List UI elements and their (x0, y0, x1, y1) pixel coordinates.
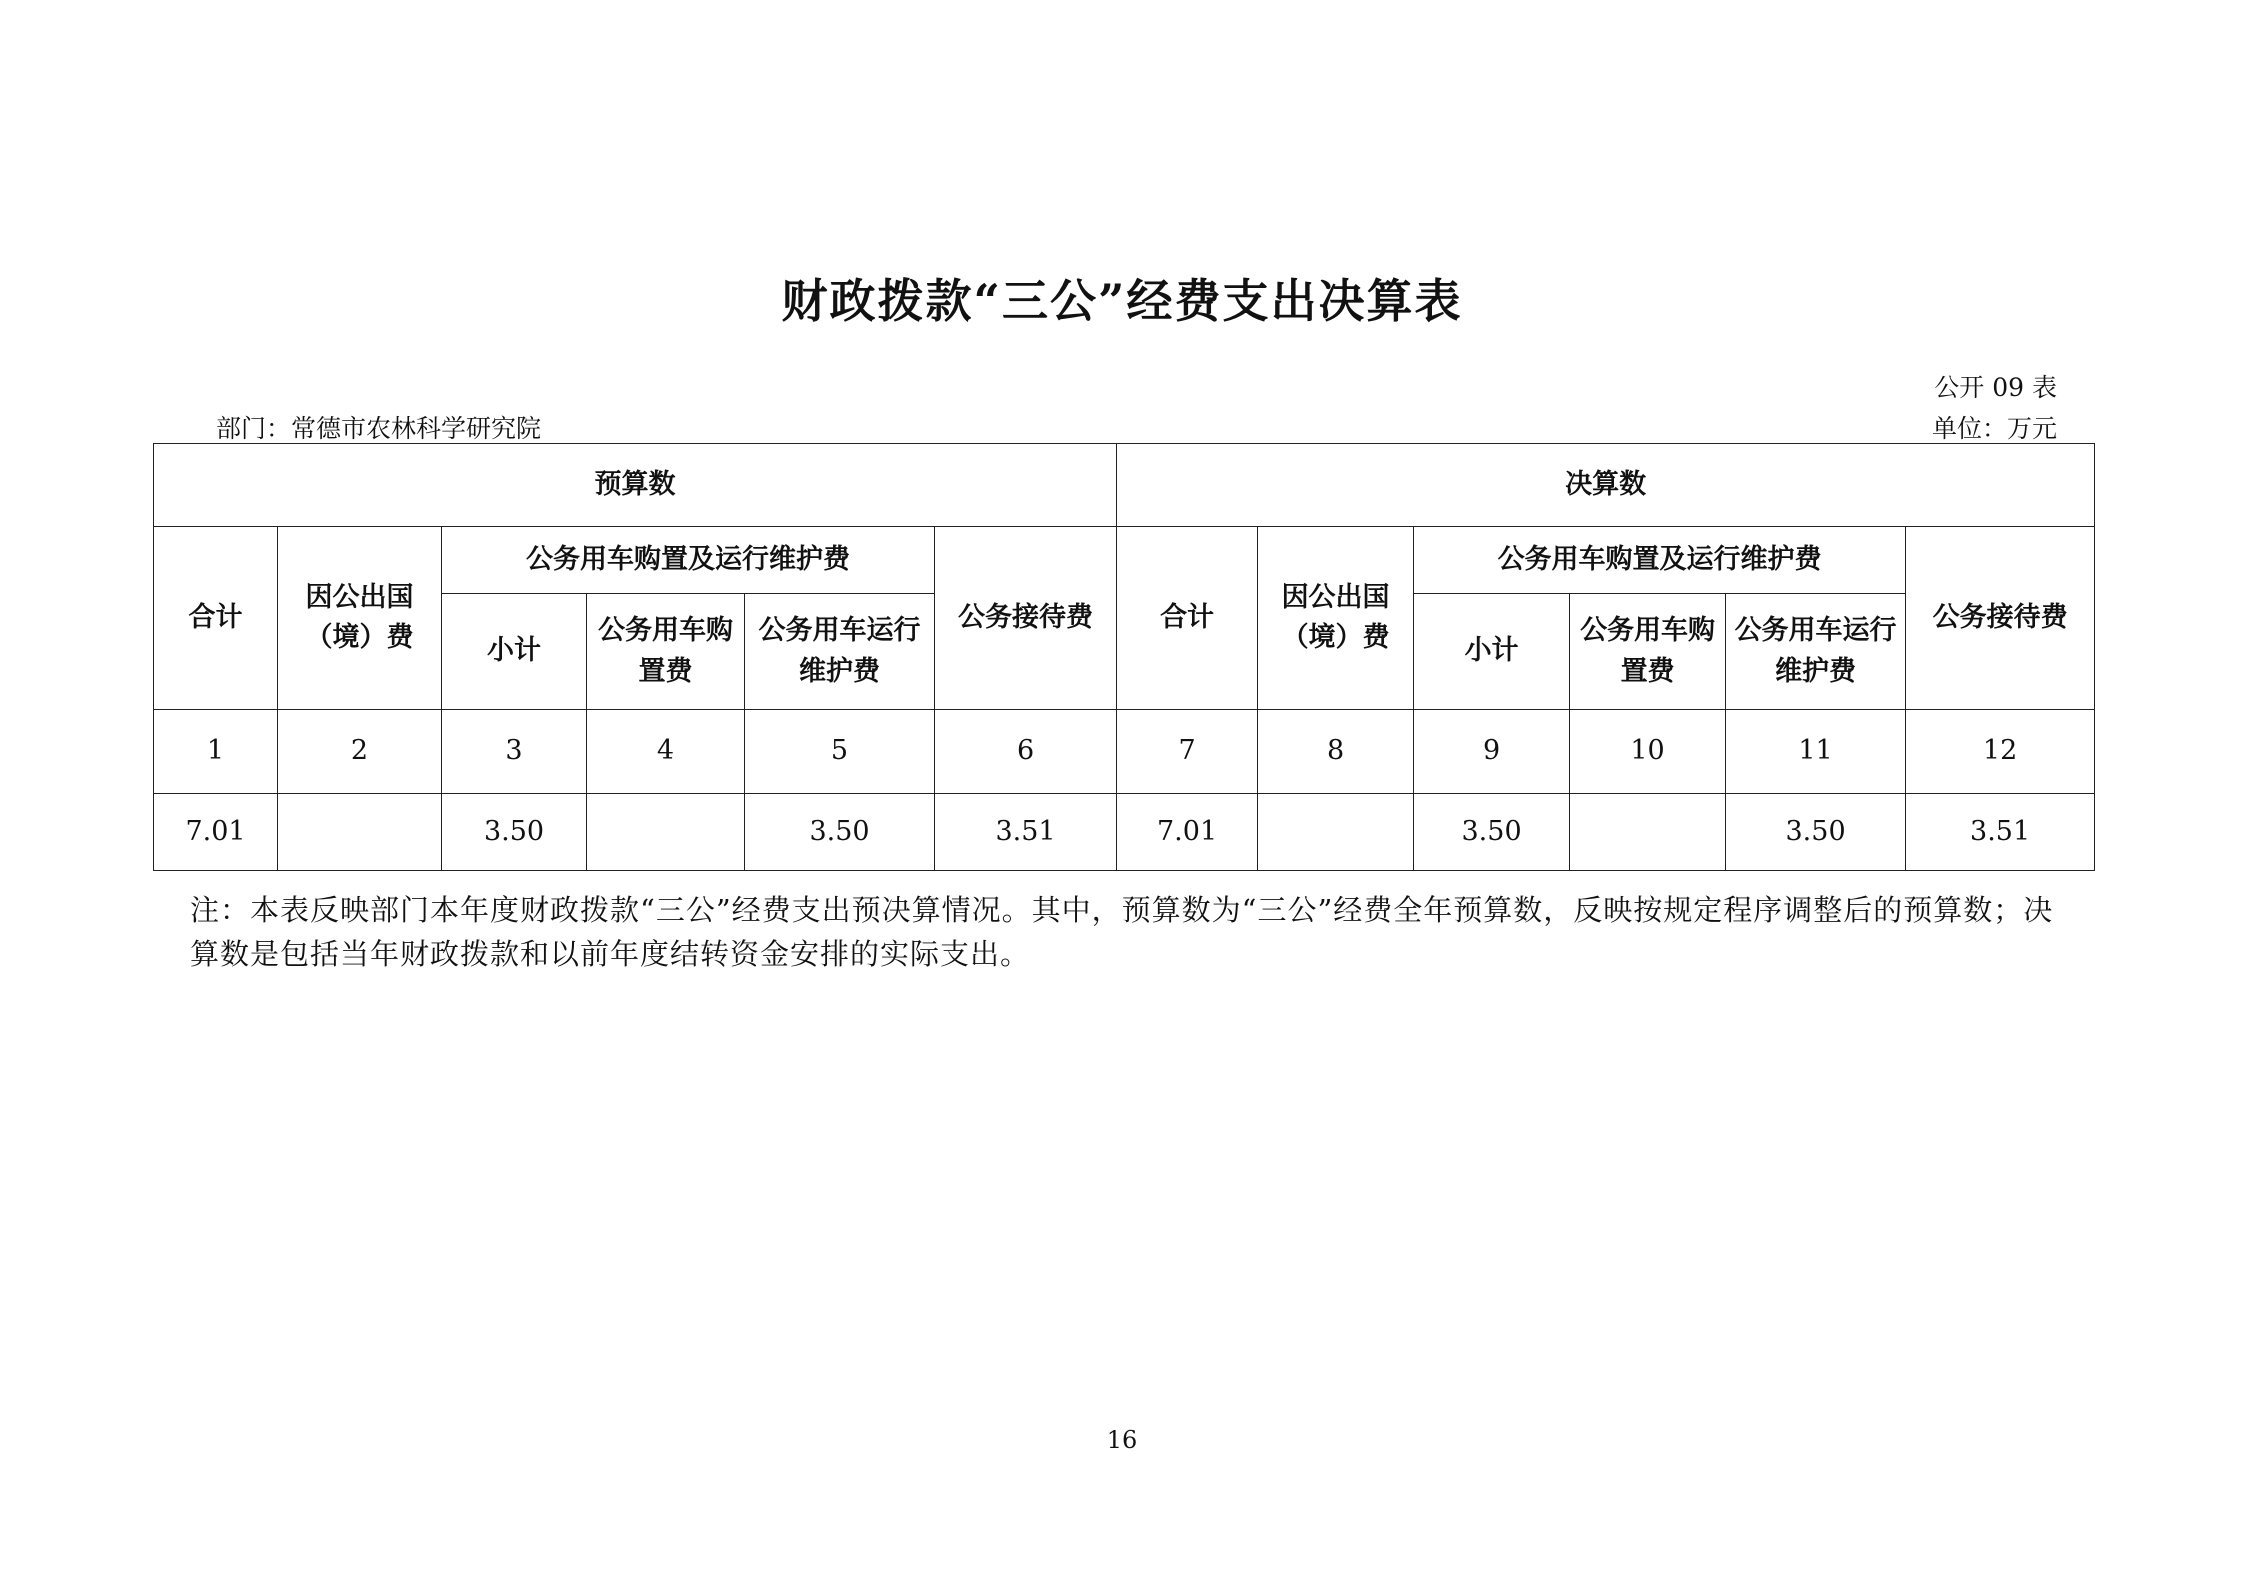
index-cell: 8 (1258, 710, 1414, 794)
index-cell: 9 (1414, 710, 1570, 794)
final-purchase-header: 公务用车购置费 (1570, 594, 1726, 710)
final-reception-value: 3.51 (1906, 794, 2095, 871)
budget-subtotal-header: 小计 (442, 594, 587, 710)
budget-vehicle-header: 公务用车购置及运行维护费 (442, 527, 935, 594)
final-abroad-header: 因公出国（境）费 (1258, 527, 1414, 710)
page-number: 16 (1106, 1426, 1138, 1454)
final-total-value: 7.01 (1117, 794, 1258, 871)
index-cell: 5 (745, 710, 935, 794)
group-budget-header: 预算数 (154, 444, 1117, 527)
form-number: 公开 09 表 (1934, 373, 2057, 402)
table-note: 注：本表反映部门本年度财政拨款“三公”经费支出预决算情况。其中，预算数为“三公”经费全年预算数，反映按规定程序调整后的预算数；决算数是包括当年财政拨款和以前年度结转资金安排的实际支出。 (190, 893, 2054, 971)
budget-purchase-value (587, 794, 745, 871)
index-cell: 11 (1726, 710, 1906, 794)
budget-purchase-header: 公务用车购置费 (587, 594, 745, 710)
budget-total-value: 7.01 (154, 794, 278, 871)
index-cell: 10 (1570, 710, 1726, 794)
final-total-header: 合计 (1117, 527, 1258, 710)
index-cell: 4 (587, 710, 745, 794)
index-cell: 2 (278, 710, 442, 794)
data-row (154, 794, 2095, 871)
header-row-groups (154, 444, 2095, 527)
index-cell: 1 (154, 710, 278, 794)
header-row-columns (154, 527, 2095, 594)
page-title: 财政拨款“三公”经费支出决算表 (781, 274, 1463, 328)
final-purchase-value (1570, 794, 1726, 871)
budget-maintenance-header: 公务用车运行维护费 (745, 594, 935, 710)
final-abroad-value (1258, 794, 1414, 871)
index-cell: 12 (1906, 710, 2095, 794)
final-subtotal-header: 小计 (1414, 594, 1570, 710)
final-reception-header: 公务接待费 (1906, 527, 2095, 710)
index-cell: 6 (935, 710, 1117, 794)
final-vehicle-header: 公务用车购置及运行维护费 (1414, 527, 1906, 594)
budget-maintenance-value: 3.50 (745, 794, 935, 871)
expense-table (153, 443, 2095, 871)
budget-reception-value: 3.51 (935, 794, 1117, 871)
final-maintenance-value: 3.50 (1726, 794, 1906, 871)
budget-total-header: 合计 (154, 527, 278, 710)
index-cell: 7 (1117, 710, 1258, 794)
budget-abroad-header: 因公出国（境）费 (278, 527, 442, 710)
department-label: 部门：常德市农林科学研究院 (216, 414, 542, 443)
budget-subtotal-value: 3.50 (442, 794, 587, 871)
final-maintenance-header: 公务用车运行维护费 (1726, 594, 1906, 710)
unit-label: 单位：万元 (1931, 414, 2057, 443)
index-cell: 3 (442, 710, 587, 794)
group-final-header: 决算数 (1117, 444, 2095, 527)
index-row (154, 710, 2095, 794)
final-subtotal-value: 3.50 (1414, 794, 1570, 871)
budget-abroad-value (278, 794, 442, 871)
budget-reception-header: 公务接待费 (935, 527, 1117, 710)
